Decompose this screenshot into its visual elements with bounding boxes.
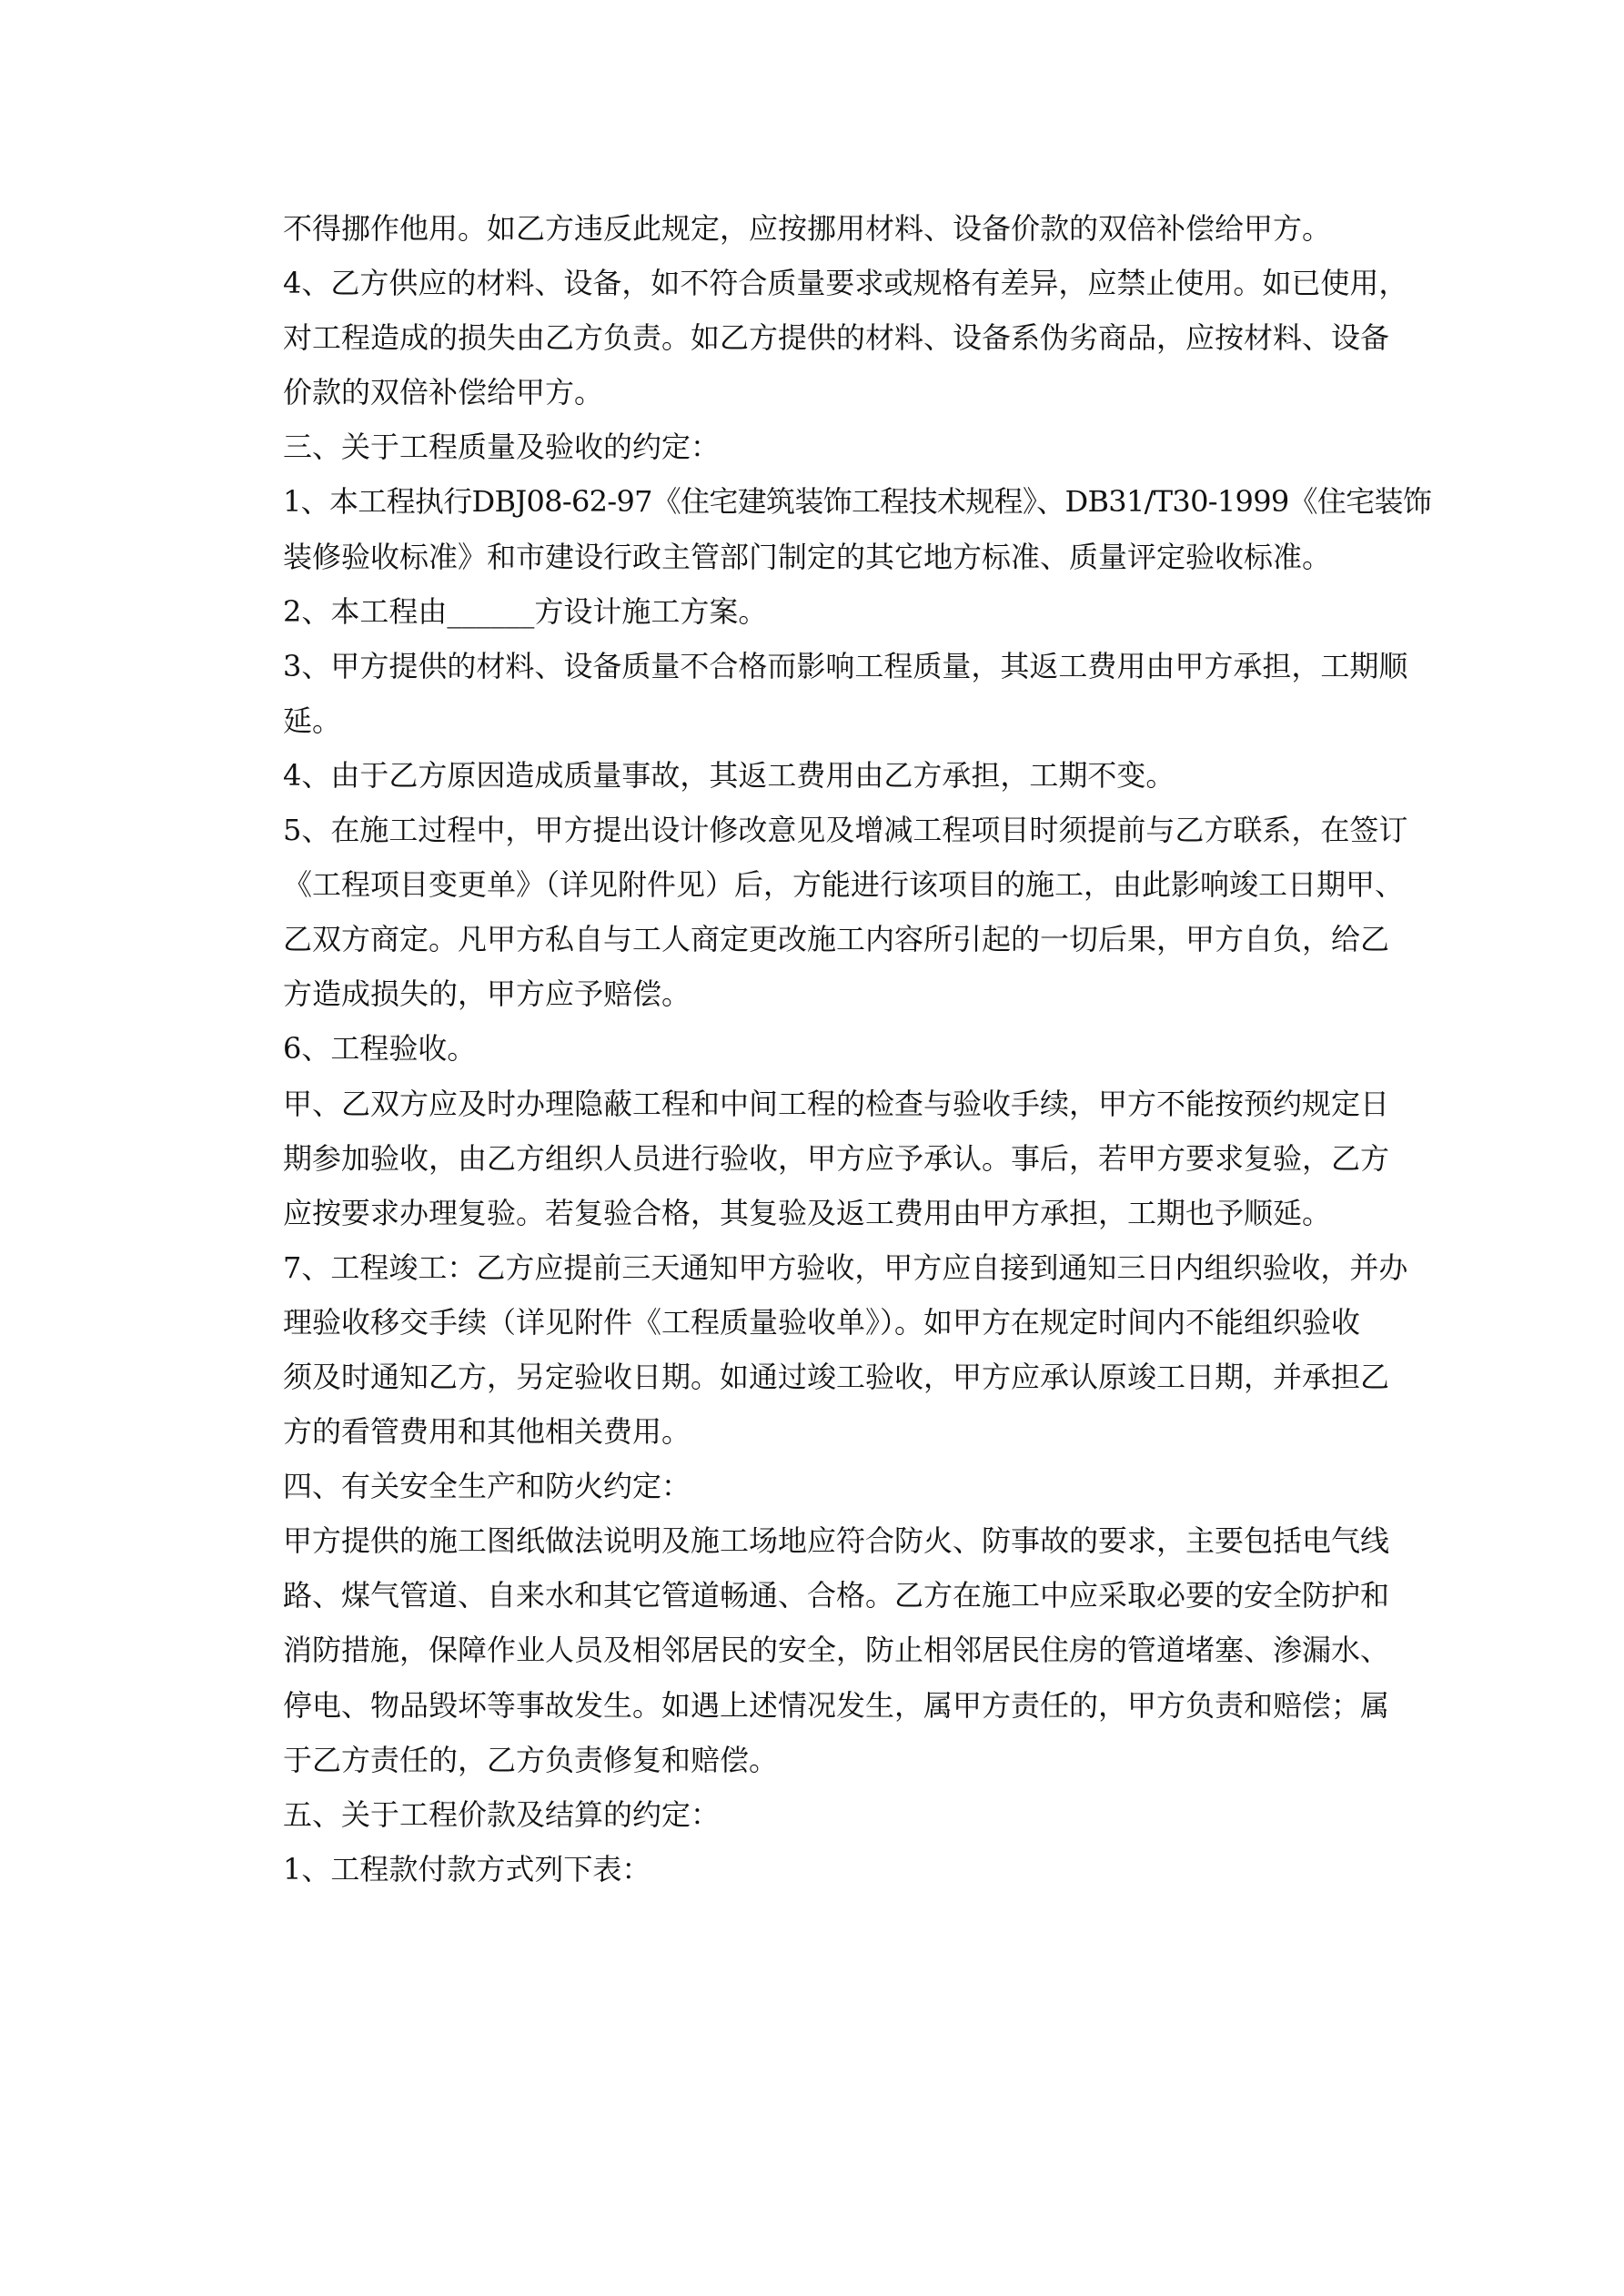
- text-line: 应按要求办理复验。若复验合格，其复验及返工费用由甲方承担，工期也予顺延。: [283, 1195, 1332, 1230]
- text-line: 3、甲方提供的材料、设备质量不合格而影响工程质量，其返工费用由甲方承担，工期顺: [283, 648, 1408, 683]
- text-line: 延。: [283, 703, 342, 738]
- text-line: 五、关于工程价款及结算的约定：: [283, 1796, 721, 1832]
- text-line: 停电、物品毁坏等事故发生。如遇上述情况发生，属甲方责任的，甲方负责和赔偿；属: [283, 1687, 1390, 1723]
- document-page: [283, 201, 1432, 1896]
- text-line: 5、在施工过程中，甲方提出设计修改意见及增减工程项目时须提前与乙方联系，在签订: [283, 813, 1408, 848]
- text-line: 理验收移交手续（详见附件《工程质量验收单》）。如甲方在规定时间内不能组织验收: [283, 1304, 1361, 1340]
- text-line: 甲、乙双方应及时办理隐蔽工程和中间工程的检查与验收手续，甲方不能按预约规定日: [283, 1086, 1390, 1121]
- text-line: 甲方提供的施工图纸做法说明及施工场地应符合防火、防事故的要求，主要包括电气线: [283, 1523, 1390, 1559]
- text-line: 价款的双倍补偿给甲方。: [283, 375, 604, 410]
- text-line: 消防措施，保障作业人员及相邻居民的安全，防止相邻居民住房的管道堵塞、渗漏水、: [283, 1633, 1390, 1668]
- text-line: 《工程项目变更单》（详见附件见）后，方能进行该项目的施工，由此影响竣工日期甲、: [283, 867, 1405, 903]
- text-line: 方造成损失的，甲方应予赔偿。: [283, 976, 691, 1012]
- text-line: 三、关于工程质量及验收的约定：: [283, 430, 721, 465]
- text-line: 须及时通知乙方，另定验收日期。如通过竣工验收，甲方应承认原竣工日期，并承担乙: [283, 1359, 1390, 1394]
- text-line: 6、工程验收。: [283, 1031, 477, 1067]
- text-line: 乙双方商定。凡甲方私自与工人商定更改施工内容所引起的一切后果，甲方自负，给乙: [283, 922, 1390, 957]
- text-line: 期参加验收，由乙方组织人员进行验收，甲方应予承认。事后，若甲方要求复验，乙方: [283, 1140, 1390, 1176]
- text-line: 四、有关安全生产和防火约定：: [283, 1469, 691, 1504]
- text-line: 不得挪作他用。如乙方违反此规定，应按挪用材料、设备价款的双倍补偿给甲方。: [283, 211, 1332, 246]
- text-line: 7、工程竣工：乙方应提前三天通知甲方验收，甲方应自接到通知三日内组织验收，并办: [283, 1249, 1408, 1285]
- text-line: 1、工程款付款方式列下表：: [283, 1851, 651, 1886]
- text-line: 2、本工程由______方设计施工方案。: [283, 593, 768, 629]
- text-line: 于乙方责任的，乙方负责修复和赔偿。: [283, 1742, 779, 1777]
- text-line: 装修验收标准》和市建设行政主管部门制定的其它地方标准、质量评定验收标准。: [283, 539, 1332, 574]
- text-line: 路、煤气管道、自来水和其它管道畅通、合格。乙方在施工中应采取必要的安全防护和: [283, 1578, 1390, 1613]
- text-line: 方的看管费用和其他相关费用。: [283, 1414, 691, 1450]
- text-line: 对工程造成的损失由乙方负责。如乙方提供的材料、设备系伪劣商品，应按材料、设备: [283, 320, 1390, 356]
- text-line: 4、由于乙方原因造成质量事故，其返工费用由乙方承担，工期不变。: [283, 757, 1175, 793]
- text-line: 4、乙方供应的材料、设备，如不符合质量要求或规格有差异，应禁止使用。如已使用，: [283, 266, 1408, 301]
- text-line: 1、本工程执行DBJ08-62-97《住宅建筑装饰工程技术规程》、DB31/T30-1999《住宅装饰: [283, 484, 1432, 520]
